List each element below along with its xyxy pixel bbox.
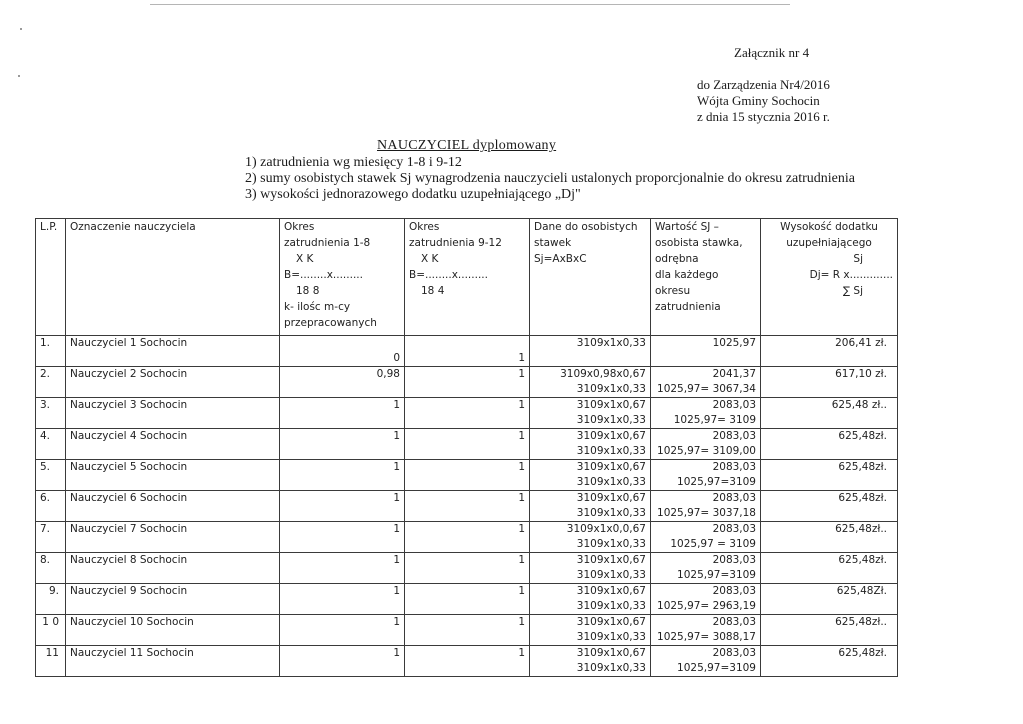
cell-months-9-12: 1 (405, 615, 530, 646)
cell-lp: 5. (36, 460, 66, 491)
cell-rate-data: 3109x1x0,67 3109x1x0,33 (530, 584, 651, 615)
cell-lp: 8. (36, 553, 66, 584)
cell-months-9-12: 1 (405, 584, 530, 615)
cell-allowance: 206,41 zł. (761, 336, 898, 367)
cell-allowance: 625,48zł. (761, 429, 898, 460)
table-row (36, 584, 898, 615)
cell-allowance: 625,48Zł. (761, 584, 898, 615)
cell-lp: 1 0 (36, 615, 66, 646)
cell-months-1-8: 1 (280, 460, 405, 491)
cell-rate-value: 2083,03 1025,97=3109 (651, 646, 761, 677)
criteria-item: 3) wysokości jednorazowego dodatku uzupełniającego „Dj" (245, 187, 581, 202)
scan-speck (20, 28, 22, 30)
cell-rate-value: 2083,03 1025,97 = 3109 (651, 522, 761, 553)
cell-months-9-12: 1 (405, 491, 530, 522)
cell-months-1-8: 1 (280, 615, 405, 646)
regulation-reference (697, 77, 830, 125)
cell-rate-data: 3109x1x0,33 (530, 336, 651, 367)
cell-teacher-name: Nauczyciel 8 Sochocin (66, 553, 280, 584)
reference-line: Wójta Gminy Sochocin (697, 93, 820, 108)
cell-months-1-8: 1 (280, 398, 405, 429)
criteria-list (245, 155, 855, 203)
cell-teacher-name: Nauczyciel 4 Sochocin (66, 429, 280, 460)
table-header-row (36, 219, 898, 336)
cell-months-9-12: 1 (405, 398, 530, 429)
criteria-item: 1) zatrudnienia wg miesięcy 1-8 i 9-12 (245, 155, 462, 170)
cell-months-1-8: 1 (280, 429, 405, 460)
table-row (36, 429, 898, 460)
cell-rate-value: 2083,03 1025,97= 3037,18 (651, 491, 761, 522)
cell-months-9-12: 1 (405, 460, 530, 491)
cell-rate-data: 3109x0,98x0,67 3109x1x0,33 (530, 367, 651, 398)
cell-months-1-8: 1 (280, 553, 405, 584)
cell-rate-value: 2041,37 1025,97= 3067,34 (651, 367, 761, 398)
cell-lp: 11 (36, 646, 66, 677)
cell-months-1-8: 1 (280, 522, 405, 553)
cell-allowance: 625,48zł. (761, 460, 898, 491)
cell-months-9-12: 1 (405, 367, 530, 398)
cell-months-9-12: 1 (405, 522, 530, 553)
header-lp: L.P. (36, 219, 66, 336)
cell-rate-value: 1025,97 (651, 336, 761, 367)
cell-rate-data: 3109x1x0,67 3109x1x0,33 (530, 429, 651, 460)
cell-months-1-8: 0 (280, 336, 405, 367)
table-row (36, 367, 898, 398)
cell-allowance: 625,48zł.. (761, 615, 898, 646)
cell-rate-value: 2083,03 1025,97= 3109 (651, 398, 761, 429)
table-row (36, 398, 898, 429)
cell-rate-data: 3109x1x0,67 3109x1x0,33 (530, 646, 651, 677)
cell-allowance: 617,10 zł. (761, 367, 898, 398)
table-row (36, 336, 898, 367)
cell-rate-data: 3109x1x0,67 3109x1x0,33 (530, 615, 651, 646)
cell-teacher-name: Nauczyciel 11 Sochocin (66, 646, 280, 677)
cell-teacher-name: Nauczyciel 2 Sochocin (66, 367, 280, 398)
cell-rate-data: 3109x1x0,67 3109x1x0,33 (530, 553, 651, 584)
table-row (36, 491, 898, 522)
cell-rate-data: 3109x1x0,67 3109x1x0,33 (530, 491, 651, 522)
cell-rate-value: 2083,03 1025,97= 3109,00 (651, 429, 761, 460)
cell-allowance: 625,48zł. (761, 553, 898, 584)
cell-months-1-8: 1 (280, 646, 405, 677)
document-title: NAUCZYCIEL dyplomowany (377, 138, 557, 153)
cell-rate-value: 2083,03 1025,97=3109 (651, 460, 761, 491)
cell-teacher-name: Nauczyciel 5 Sochocin (66, 460, 280, 491)
reference-line: do Zarządzenia Nr4/2016 (697, 77, 830, 92)
attachment-label: Załącznik nr 4 (734, 45, 810, 60)
allowance-table (35, 218, 898, 677)
cell-teacher-name: Nauczyciel 7 Sochocin (66, 522, 280, 553)
header-rate-data: Dane do osobistych stawek Sj=AxBxC (530, 219, 651, 336)
table-row (36, 615, 898, 646)
cell-allowance: 625,48zł.. (761, 522, 898, 553)
cell-lp: 1. (36, 336, 66, 367)
header-rate-value: Wartość SJ – osobista stawka, odrębna dla każdego okresu zatrudnienia (651, 219, 761, 336)
cell-allowance: 625,48zł. (761, 646, 898, 677)
cell-rate-value: 2083,03 1025,97= 2963,19 (651, 584, 761, 615)
cell-rate-data: 3109x1x0,67 3109x1x0,33 (530, 460, 651, 491)
cell-teacher-name: Nauczyciel 9 Sochocin (66, 584, 280, 615)
cell-rate-value: 2083,03 1025,97=3109 (651, 553, 761, 584)
cell-rate-data: 3109x1x0,67 3109x1x0,33 (530, 398, 651, 429)
header-period-9-12: Okres zatrudnienia 9-12 X K B=........x......... 18 4 (405, 219, 530, 336)
cell-lp: 4. (36, 429, 66, 460)
header-allowance: Wysokość dodatku uzupełniającego Sj Dj= R x............. ∑ Sj (761, 219, 898, 336)
header-period-1-8: Okres zatrudnienia 1-8 X K B=........x......... 18 8 k- ilośc m-cy przepracowanych (280, 219, 405, 336)
cell-rate-value: 2083,03 1025,97= 3088,17 (651, 615, 761, 646)
cell-months-9-12: 1 (405, 553, 530, 584)
reference-line: z dnia 15 stycznia 2016 r. (697, 109, 830, 124)
cell-months-9-12: 1 (405, 429, 530, 460)
cell-months-9-12: 1 (405, 336, 530, 367)
cell-teacher-name: Nauczyciel 1 Sochocin (66, 336, 280, 367)
cell-allowance: 625,48 zł.. (761, 398, 898, 429)
cell-lp: 7. (36, 522, 66, 553)
table-row (36, 522, 898, 553)
cell-teacher-name: Nauczyciel 6 Sochocin (66, 491, 280, 522)
header-teacher: Oznaczenie nauczyciela (66, 219, 280, 336)
cell-months-1-8: 1 (280, 491, 405, 522)
cell-months-1-8: 0,98 (280, 367, 405, 398)
cell-lp: 3. (36, 398, 66, 429)
cell-teacher-name: Nauczyciel 3 Sochocin (66, 398, 280, 429)
scan-edge-line (150, 4, 790, 5)
cell-teacher-name: Nauczyciel 10 Sochocin (66, 615, 280, 646)
table-row (36, 553, 898, 584)
scan-speck (18, 75, 20, 77)
cell-lp: 2. (36, 367, 66, 398)
cell-rate-data: 3109x1x0,0,67 3109x1x0,33 (530, 522, 651, 553)
cell-lp: 6. (36, 491, 66, 522)
table-row (36, 646, 898, 677)
cell-months-9-12: 1 (405, 646, 530, 677)
cell-allowance: 625,48zł. (761, 491, 898, 522)
cell-lp: 9. (36, 584, 66, 615)
table-row (36, 460, 898, 491)
criteria-item: 2) sumy osobistych stawek Sj wynagrodzenia nauczycieli ustalonych proporcjonalnie do okresu zatrudnienia (245, 171, 855, 186)
cell-months-1-8: 1 (280, 584, 405, 615)
